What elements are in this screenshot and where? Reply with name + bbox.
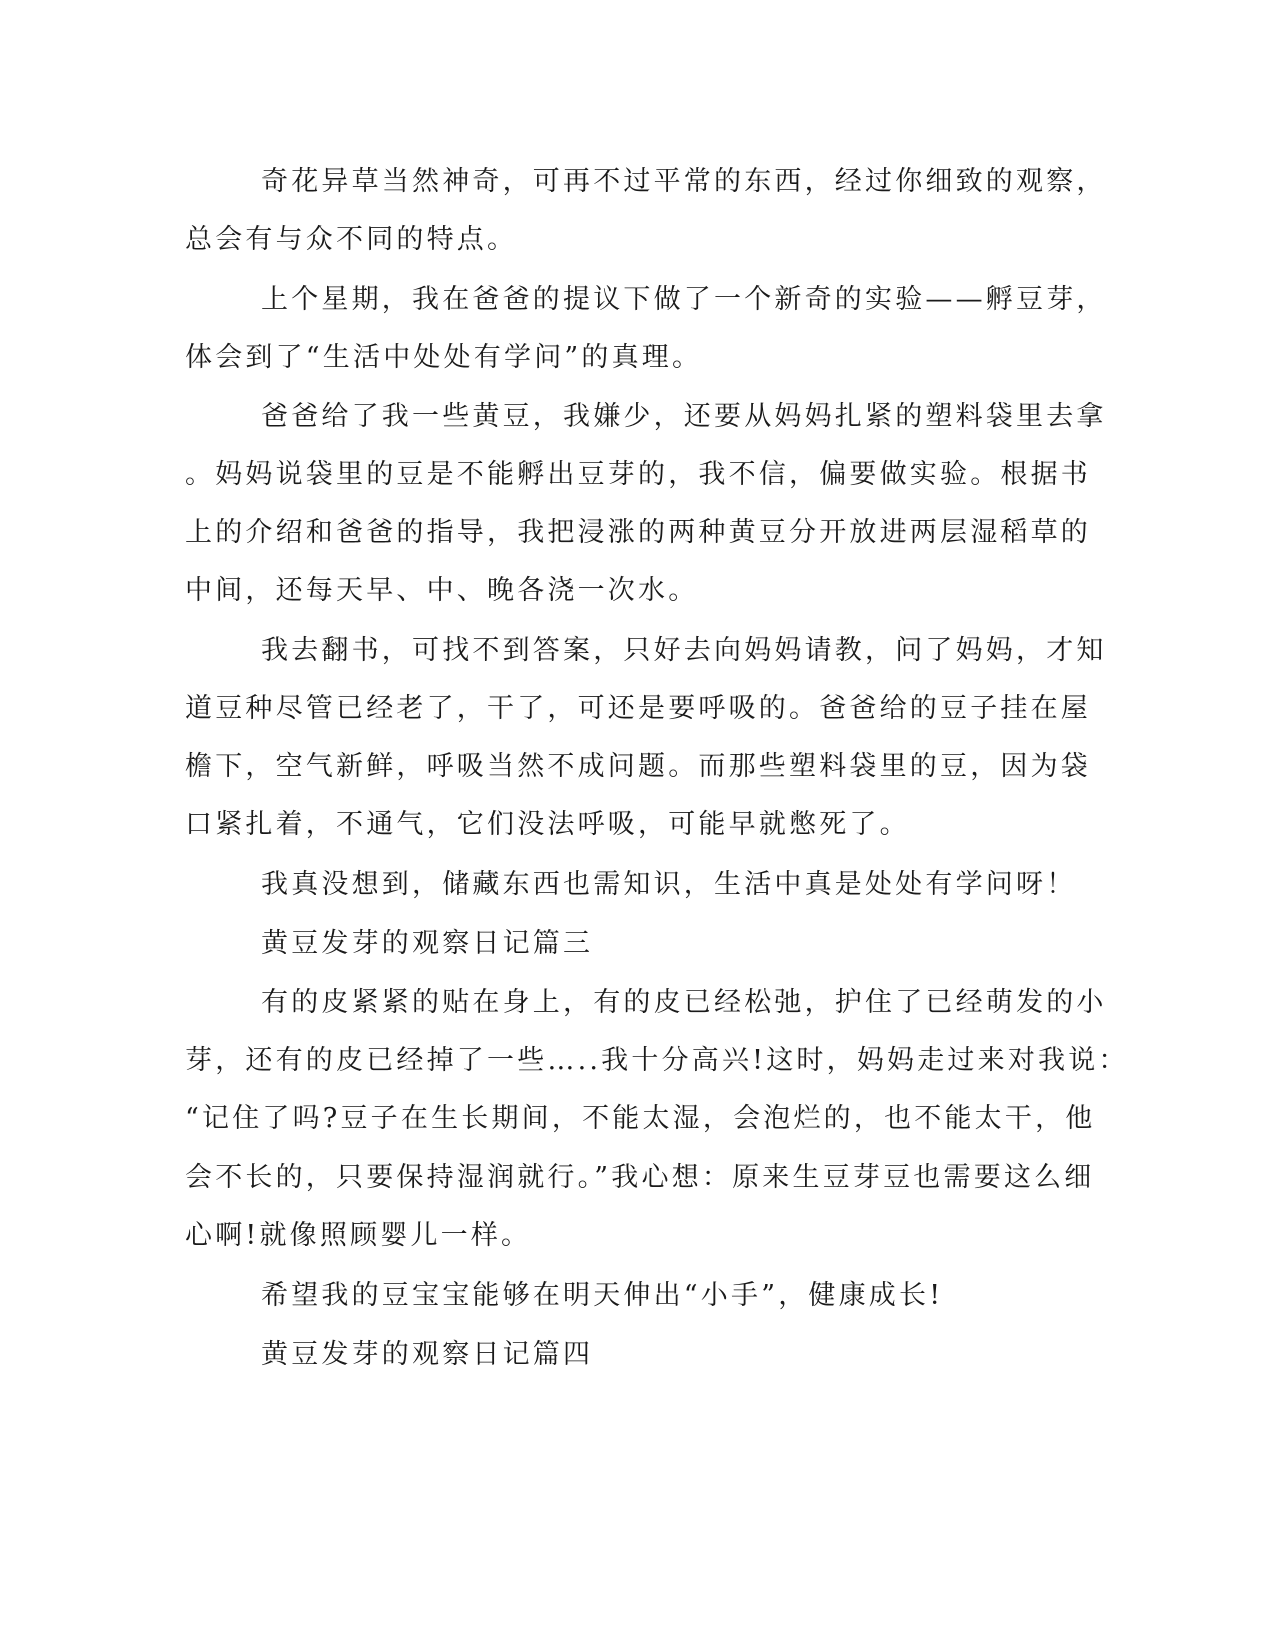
paragraph-line: 上的介绍和爸爸的指导，我把浸涨的两种黄豆分开放进两层湿稻草的 (185, 517, 1091, 548)
paragraph-line: 体会到了“生活中处处有学问”的真理。 (185, 342, 703, 373)
section-heading: 黄豆发芽的观察日记篇三 (261, 928, 594, 959)
section-heading: 黄豆发芽的观察日记篇四 (261, 1339, 594, 1370)
paragraph-line: 上个星期，我在爸爸的提议下做了一个新奇的实验——孵豆芽， (261, 284, 1107, 315)
paragraph-line: 道豆种尽管已经老了，干了，可还是要呼吸的。爸爸给的豆子挂在屋 (185, 693, 1091, 724)
paragraph-line: 。妈妈说袋里的豆是不能孵出豆芽的，我不信，偏要做实验。根据书 (185, 459, 1091, 490)
paragraph-line: 檐下，空气新鲜，呼吸当然不成问题。而那些塑料袋里的豆，因为袋 (185, 751, 1091, 782)
paragraph-line: 我去翻书，可找不到答案，只好去向妈妈请教，问了妈妈，才知 (261, 635, 1107, 666)
paragraph-line: 中间，还每天早、中、晚各浇一次水。 (185, 575, 699, 606)
paragraph-line: 我真没想到，储藏东西也需知识，生活中真是处处有学问呀！ (261, 869, 1077, 900)
paragraph-line: 心啊!就像照顾婴儿一样。 (185, 1220, 532, 1251)
paragraph-line: 奇花异草当然神奇，可再不过平常的东西，经过你细致的观察， (261, 166, 1107, 197)
paragraph-line: 总会有与众不同的特点。 (185, 224, 518, 255)
paragraph-line: 有的皮紧紧的贴在身上，有的皮已经松弛，护住了已经萌发的小 (261, 987, 1107, 1018)
paragraph-line: “记住了吗?豆子在生长期间，不能太湿，会泡烂的，也不能太干，他 (185, 1103, 1096, 1134)
paragraph-line: 爸爸给了我一些黄豆，我嫌少，还要从妈妈扎紧的塑料袋里去拿 (261, 401, 1107, 432)
paragraph-line: 口紧扎着，不通气，它们没法呼吸，可能早就憋死了。 (185, 809, 910, 840)
paragraph-line: 希望我的豆宝宝能够在明天伸出“小手”，健康成长! (261, 1280, 944, 1311)
paragraph-line: 芽，还有的皮已经掉了一些…..我十分高兴!这时，妈妈走过来对我说： (185, 1045, 1129, 1076)
paragraph-line: 会不长的，只要保持湿润就行。”我心想：原来生豆芽豆也需要这么细 (185, 1162, 1095, 1193)
